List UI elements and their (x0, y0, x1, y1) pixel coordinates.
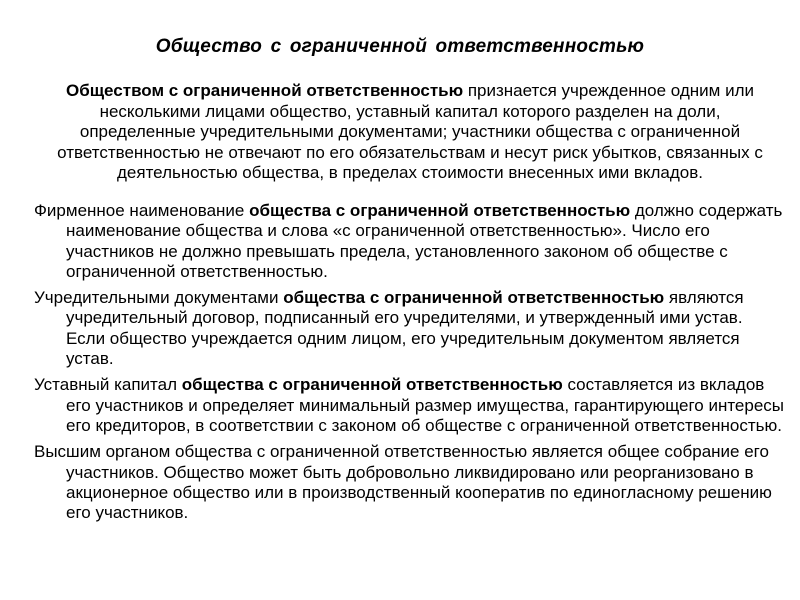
paragraph-text: должно содержать наименование общества и слова «с ограниченной ответственностью». Число его участников не должно превышать предела, установленного законом об обществе с ограниченной ответственностью. (66, 201, 783, 281)
paragraph-text: Учредительными документами (34, 288, 284, 308)
paragraph-term: общества с ограниченной ответственностью (181, 375, 563, 395)
paragraph-text: составляется из вкладов его участников и определяет минимальный размер имущества, гарантирующего интересы его кредиторов, в соответствии с законом об обществе с ограниченной ответственностью. (66, 375, 785, 435)
paragraph-governing-body (34, 442, 786, 523)
paragraph-authorized-capital (34, 375, 786, 436)
intro-paragraph (40, 81, 780, 184)
paragraph-text: являются учредительный договор, подписанный его учредителями, и утвержденный ими устав. Если общество учреждается одним лицом, его учредительным документом является устав. (66, 288, 744, 369)
paragraph-term: общества с ограниченной ответственностью (283, 288, 665, 308)
slide-title: Общество с ограниченной ответственностью (155, 36, 645, 57)
paragraph-term: общества с ограниченной ответственностью (249, 201, 631, 220)
paragraph-text: Высшим органом общества с ограниченной ответственностью является общее собрание его участников. Общество может быть добровольно ликвидировано или реорганизовано в акционерное общество или в производственный кооператив по единогласному решению его участников. (34, 442, 772, 523)
paragraph-founding-documents (34, 288, 786, 369)
paragraph-text: Фирменное наименование (34, 201, 250, 220)
paragraph-firm-name (34, 201, 786, 282)
intro-text: признается учрежденное одним или несколькими лицами общество, уставный капитал которого разделен на доли, определенные учредительными документами; участники общества с ограниченной ответственностью не отвечают по его обязательствам и несут риск убытков, связанных с деятельностью общества, в пределах стоимости внесенных ими вкладов. (57, 81, 763, 182)
body-paragraphs (34, 201, 786, 529)
paragraph-text: Уставный капитал (34, 375, 182, 395)
intro-term: Обществом с ограниченной ответственностью (65, 81, 464, 100)
